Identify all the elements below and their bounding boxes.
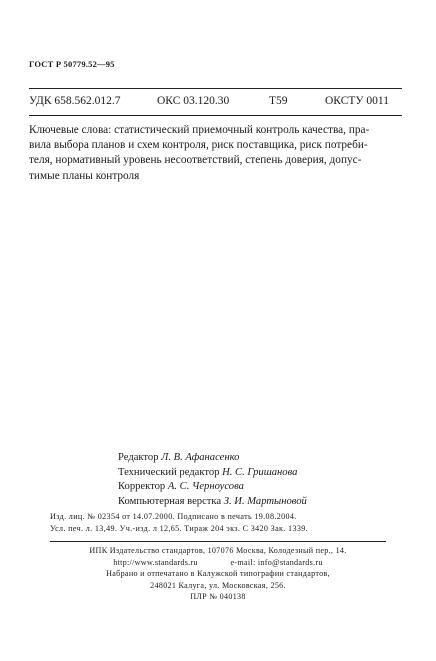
- credit-label: Редактор: [118, 452, 159, 463]
- credits-block: [118, 451, 307, 509]
- okstu-code: ОКСТУ 0011: [325, 95, 389, 107]
- keywords-line: тимые планы контроля: [29, 169, 140, 182]
- printer-line: Набрано и отпечатано в Калужской типографии стандартов,: [106, 569, 330, 579]
- imprint-divider: [50, 541, 386, 542]
- credit-name: А. С. Черноусова: [167, 481, 244, 493]
- credit-proofreader: [118, 480, 307, 495]
- udk-code: УДК 658.562.012.7: [29, 95, 121, 107]
- credit-name: Н. С. Гришанова: [222, 466, 298, 478]
- keywords-line: вила выбора планов и схем контроля, риск поставщика, риск потреби-: [29, 139, 368, 152]
- standard-code: ГОСТ Р 50779.52—95: [29, 59, 115, 69]
- credit-layout: [118, 495, 307, 510]
- keywords-line: теля, нормативный уровень несоответствий, степень доверия, допус-: [29, 154, 362, 167]
- keywords-block: [29, 123, 402, 184]
- credit-label: Корректор: [118, 481, 166, 493]
- oks-code: ОКС 03.120.30: [157, 95, 230, 107]
- credit-label: Технический редактор: [118, 466, 220, 478]
- publication-info: [50, 511, 386, 535]
- printer-line: ИПК Издательство стандартов, 107076 Москва, Колодезный пер., 14.: [89, 546, 347, 555]
- group-code: Т59: [269, 95, 288, 107]
- publication-line: Изд. лиц. № 02354 от 14.07.2000. Подписано в печать 19.08.2004.: [50, 512, 297, 521]
- credit-name: Л. В. Афанасенко: [161, 452, 240, 463]
- bottom-divider: [29, 115, 402, 116]
- publication-line: Усл. печ. л. 13,49. Уч.-изд. л 12,65. Тираж 204 экз. С 3420 Зак. 1339.: [50, 524, 309, 533]
- credit-editor: [118, 451, 307, 466]
- top-divider: [29, 88, 402, 89]
- credit-tech-editor: [118, 466, 307, 481]
- printer-email: e-mail: info@standards.ru: [230, 557, 323, 567]
- printer-line: ПЛР № 040138: [190, 592, 246, 602]
- printer-contacts: [50, 557, 386, 569]
- printer-info: [50, 545, 386, 603]
- keywords-line: Ключевые слова: статистический приемочный контроль качества, пра-: [29, 124, 370, 136]
- credit-name: З. И. Мартыновой: [223, 495, 307, 507]
- printer-line: 248021 Калуга, ул. Московская, 256.: [150, 580, 286, 590]
- printer-url: http://www.standards.ru: [113, 557, 198, 567]
- credit-label: Компьютерная верстка: [118, 495, 222, 507]
